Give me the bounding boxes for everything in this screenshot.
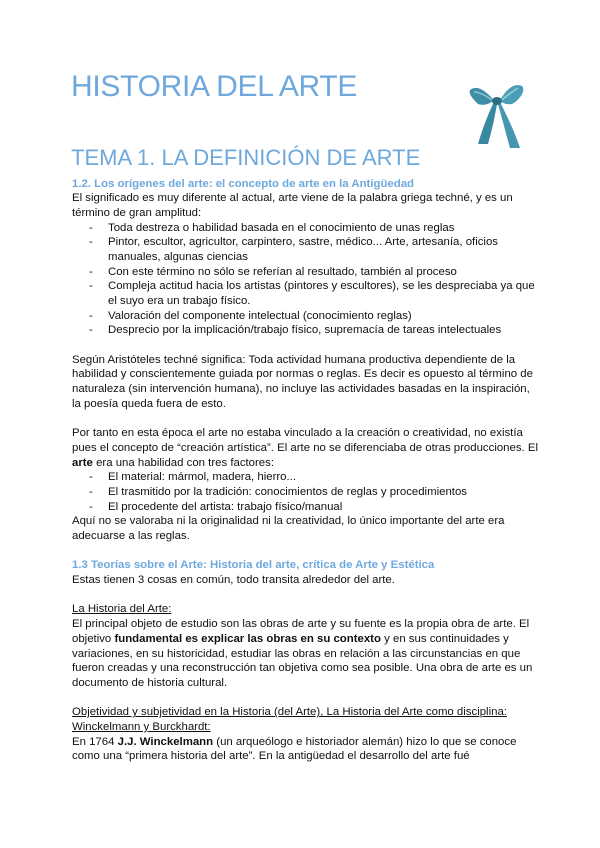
paragraph-line (72, 426, 542, 441)
bullet-item-line (72, 235, 542, 250)
blank-line (72, 588, 542, 603)
blank-line (72, 544, 542, 559)
text: fueron creadas y una reconstrucción tan objetiva como sea posible. Una obra de arte es un (72, 662, 533, 675)
paragraph-line (72, 514, 542, 529)
document-title: HISTORIA DEL ARTE (71, 70, 358, 103)
paragraph-line (72, 191, 542, 206)
text: naturaleza (sin intervención humana), no incluye las actividades basadas en la inspiración, (72, 383, 530, 396)
bullet-dash: - (89, 236, 93, 249)
bold-text: fundamental es explicar las obras en su contexto (114, 632, 381, 645)
text: Estas tienen 3 cosas en común, todo transita alrededor del arte. (72, 574, 395, 587)
bullet-item-line (72, 294, 542, 309)
paragraph-line (72, 720, 542, 735)
paragraph-line (72, 573, 542, 588)
bullet-item-line (72, 279, 542, 294)
text: objetivo (72, 632, 115, 645)
section-title: TEMA 1. LA DEFINICIÓN DE ARTE (71, 145, 421, 170)
bullet-item-line (72, 323, 542, 338)
text: Según Aristóteles techné significa: Toda actividad humana productiva dependiente de la (72, 353, 516, 366)
blank-line (72, 412, 542, 427)
bold-text: J.J. Winckelmann (117, 735, 214, 748)
text: pues el concepto de “creación artística”. El arte no se diferenciaba de otras producciones. El (72, 441, 539, 454)
text: y en sus continuidades y (380, 632, 509, 645)
paragraph-line (72, 647, 542, 662)
bullet-item-line (72, 250, 542, 265)
underlined-heading: La Historia del Arte: (72, 603, 172, 616)
document-body (72, 177, 542, 765)
text: Toda destreza o habilidad basada en el conocimiento de unas reglas (108, 221, 455, 234)
bullet-dash: - (89, 265, 93, 278)
section-heading (72, 177, 542, 192)
text: 1.2. Los orígenes del arte: el concepto de arte en la Antigüedad (72, 177, 415, 190)
text: Pintor, escultor, agricultor, carpintero, sastre, médico... Arte, artesanía, oficios (108, 236, 498, 249)
text: documento de historia cultural. (72, 676, 228, 689)
bullet-item-line (72, 485, 542, 500)
bold-text: arte (72, 456, 93, 469)
paragraph-line (72, 749, 542, 764)
paragraph-line (72, 353, 542, 368)
paragraph-line (72, 617, 542, 632)
paragraph-line (72, 529, 542, 544)
text: Aquí no se valoraba ni la originalidad ni la creatividad, lo único importante del arte era (72, 515, 505, 528)
underlined-heading: Objetividad y subjetividad en la Historia (del Arte), La Historia del Arte como disciplina: (72, 706, 507, 719)
blank-line (72, 691, 542, 706)
paragraph-line (72, 602, 542, 617)
text: El procedente del artista: trabajo físico/manual (108, 500, 343, 513)
paragraph-line (72, 441, 542, 456)
text: El material: mármol, madera, hierro... (108, 471, 297, 484)
text: término de gran amplitud: (72, 206, 202, 219)
paragraph-line (72, 632, 542, 647)
bullet-dash: - (89, 309, 93, 322)
bullet-dash: - (89, 324, 93, 337)
bow-icon (464, 78, 532, 150)
text: como una “primera historia del arte”. En la antigüedad el desarrollo del arte fué (72, 750, 470, 763)
paragraph-line (72, 705, 542, 720)
text: Por tanto en esta época el arte no estaba vinculado a la creación o creatividad, no existía (72, 427, 523, 440)
text: En 1764 (72, 735, 118, 748)
text: era una habilidad con tres factores: (92, 456, 274, 469)
text: la poesía queda fuera de esto. (72, 397, 226, 410)
paragraph-line (72, 382, 542, 397)
text: El principal objeto de estudio son las obras de arte y su fuente es la propia obra de arte. El (72, 618, 530, 631)
paragraph-line (72, 397, 542, 412)
bullet-item-line (72, 309, 542, 324)
text: habilidad y conscientemente guiada por normas o reglas. Es decir es opuesto al término de (72, 368, 533, 381)
text: Con este término no sólo se referían al resultado, también al proceso (108, 265, 457, 278)
text: El significado es muy diferente al actual, arte viene de la palabra griega techné, y es un (72, 192, 513, 205)
bullet-dash: - (89, 485, 93, 498)
blank-line (72, 338, 542, 353)
underlined-heading: Winckelmann y Burckhardt: (72, 720, 211, 733)
text: manuales, algunas ciencias (108, 250, 248, 263)
paragraph-line (72, 676, 542, 691)
bullet-dash: - (89, 280, 93, 293)
text: Compleja actitud hacia los artistas (pintores y escultores), se les despreciaba ya que (108, 280, 535, 293)
bullet-dash: - (89, 500, 93, 513)
text: 1.3 Teorías sobre el Arte: Historia del arte, crítica de Arte y Estética (72, 559, 435, 572)
paragraph-line (72, 661, 542, 676)
bullet-dash: - (89, 471, 93, 484)
section-heading (72, 558, 542, 573)
text: (un arqueólogo e historiador alemán) hizo lo que se conoce (213, 735, 517, 748)
paragraph-line (72, 735, 542, 750)
text: El trasmitido por la tradición: conocimientos de reglas y procedimientos (108, 485, 467, 498)
bullet-item-line (72, 265, 542, 280)
bullet-item-line (72, 500, 542, 515)
bullet-dash: - (89, 221, 93, 234)
bullet-item-line (72, 221, 542, 236)
bullet-item-line (72, 470, 542, 485)
text: el suyo era un trabajo físico. (108, 295, 251, 307)
paragraph-line (72, 367, 542, 382)
paragraph-line (72, 456, 542, 471)
text: Valoración del componente intelectual (conocimiento reglas) (108, 309, 412, 322)
text: Desprecio por la implicación/trabajo físico, supremacía de tareas intelectuales (108, 324, 502, 337)
paragraph-line (72, 206, 542, 221)
text: adecuarse a las reglas. (72, 530, 190, 542)
text: variaciones, en su historicidad, estudiar las obras en relación a las circunstancias en que (72, 647, 521, 660)
